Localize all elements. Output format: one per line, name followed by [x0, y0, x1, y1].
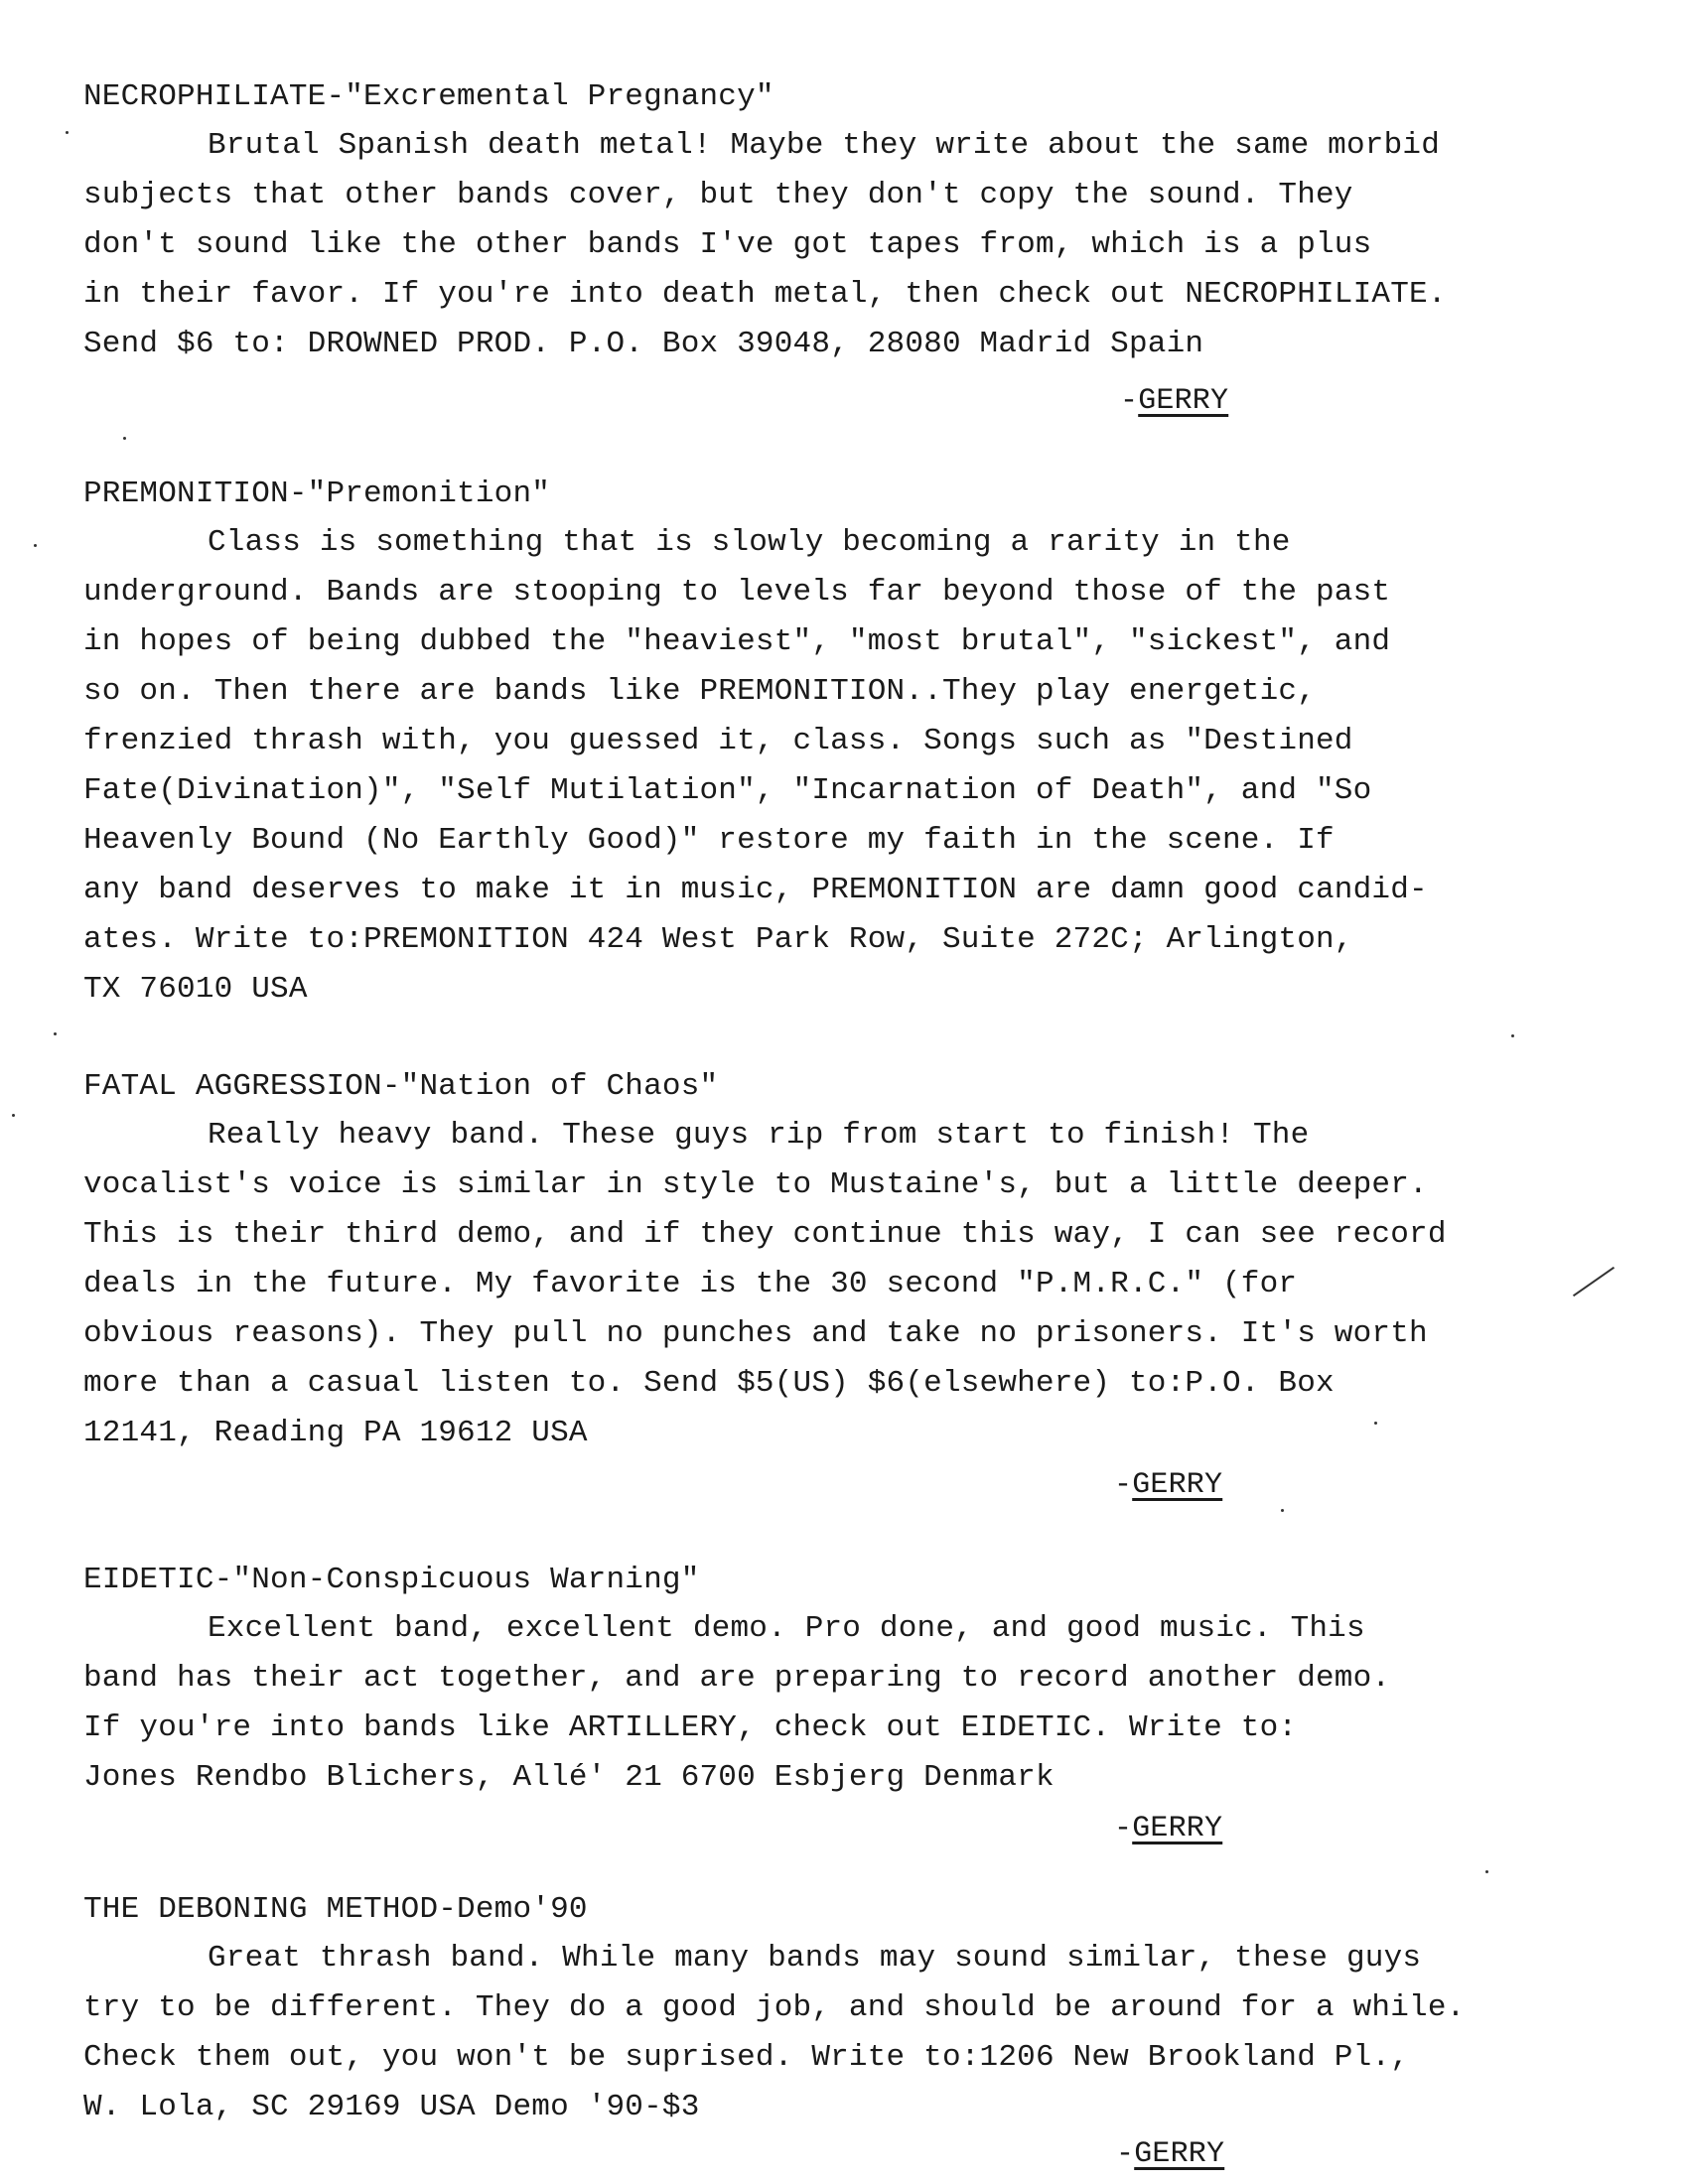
signoff-name: GERRY [1132, 1468, 1223, 1502]
review-line: TX 76010 USA [83, 972, 308, 1007]
review-line: band has their act together, and are preparing to record another demo. [83, 1661, 1391, 1696]
signoff: -GERRY [1120, 384, 1229, 418]
signoff: -GERRY [1114, 1468, 1223, 1502]
review-eidetic [83, 1561, 1563, 1803]
photocopy-speck [1511, 1034, 1514, 1037]
review-line: any band deserves to make it in music, PREMONITION are damn good candid- [83, 873, 1428, 907]
review-line: Fate(Divination)", "Self Mutilation", "Incarnation of Death", and "So [83, 773, 1372, 808]
review-title: PREMONITION-"Premonition" [83, 477, 551, 511]
review-line: 12141, Reading PA 19612 USA [83, 1416, 588, 1450]
pen-stroke-mark [1573, 1267, 1615, 1297]
review-title: THE DEBONING METHOD-Demo'90 [83, 1892, 588, 1927]
review-line: Excellent band, excellent demo. Pro done, and good music. This [208, 1611, 1365, 1646]
review-line: deals in the future. My favorite is the 30 second "P.M.R.C." (for [83, 1267, 1298, 1301]
review-line: don't sound like the other bands I've got tapes from, which is a plus [83, 227, 1372, 262]
review-line: If you're into bands like ARTILLERY, check out EIDETIC. Write to: [83, 1710, 1298, 1745]
review-line: so on. Then there are bands like PREMONITION..They play energetic, [83, 674, 1316, 709]
review-line: underground. Bands are stooping to levels far beyond those of the past [83, 575, 1391, 610]
review-line: try to be different. They do a good job, and should be around for a while. [83, 1990, 1466, 2025]
review-line: Great thrash band. While many bands may sound similar, these guys [208, 1941, 1422, 1976]
review-line: in their favor. If you're into death metal, then check out NECROPHILIATE. [83, 277, 1447, 312]
review-line: Jones Rendbo Blichers, Allé' 21 6700 Esbjerg Denmark [83, 1760, 1055, 1795]
review-line: Check them out, you won't be suprised. Write to:1206 New Brookland Pl., [83, 2040, 1410, 2075]
review-line: ates. Write to:PREMONITION 424 West Park Row, Suite 272C; Arlington, [83, 922, 1353, 957]
signoff-name: GERRY [1134, 2137, 1225, 2171]
review-line: in hopes of being dubbed the "heaviest", "most brutal", "sickest", and [83, 624, 1391, 659]
signoff: -GERRY [1116, 2137, 1225, 2171]
review-line: Heavenly Bound (No Earthly Good)" restore my faith in the scene. If [83, 823, 1335, 858]
photocopy-speck [12, 1114, 15, 1117]
signoff-name: GERRY [1132, 1812, 1223, 1845]
review-line: Class is something that is slowly becoming a rarity in the [208, 525, 1291, 560]
review-title: FATAL AGGRESSION-"Nation of Chaos" [83, 1069, 719, 1104]
signoff-name: GERRY [1138, 384, 1229, 418]
review-line: This is their third demo, and if they continue this way, I can see record [83, 1217, 1447, 1252]
review-line: Send $6 to: DROWNED PROD. P.O. Box 39048, 28080 Madrid Spain [83, 327, 1204, 361]
photocopy-speck [1485, 1870, 1488, 1873]
review-premonition [83, 475, 1563, 1015]
review-line: W. Lola, SC 29169 USA Demo '90-$3 [83, 2090, 700, 2124]
review-fatal-aggression [83, 1067, 1563, 1458]
photocopy-speck [1374, 1422, 1377, 1425]
review-line: more than a casual listen to. Send $5(US) $6(elsewhere) to:P.O. Box [83, 1366, 1335, 1401]
review-line: Really heavy band. These guys rip from start to finish! The [208, 1118, 1310, 1153]
photocopy-speck [123, 437, 126, 440]
review-the-deboning-method [83, 1890, 1563, 2132]
photocopy-speck [66, 131, 69, 134]
review-line: frenzied thrash with, you guessed it, class. Songs such as "Destined [83, 724, 1353, 758]
signoff: -GERRY [1114, 1812, 1223, 1845]
review-title: EIDETIC-"Non-Conspicuous Warning" [83, 1563, 700, 1597]
review-line: subjects that other bands cover, but they don't copy the sound. They [83, 178, 1353, 212]
review-title: NECROPHILIATE-"Excremental Pregnancy" [83, 79, 774, 114]
review-line: obvious reasons). They pull no punches and take no prisoners. It's worth [83, 1316, 1428, 1351]
review-necrophiliate [83, 77, 1563, 369]
review-line: vocalist's voice is similar in style to Mustaine's, but a little deeper. [83, 1167, 1428, 1202]
review-line: Brutal Spanish death metal! Maybe they write about the same morbid [208, 128, 1440, 163]
photocopy-speck [54, 1032, 57, 1035]
photocopy-speck [1281, 1509, 1284, 1512]
photocopy-speck [34, 544, 37, 547]
